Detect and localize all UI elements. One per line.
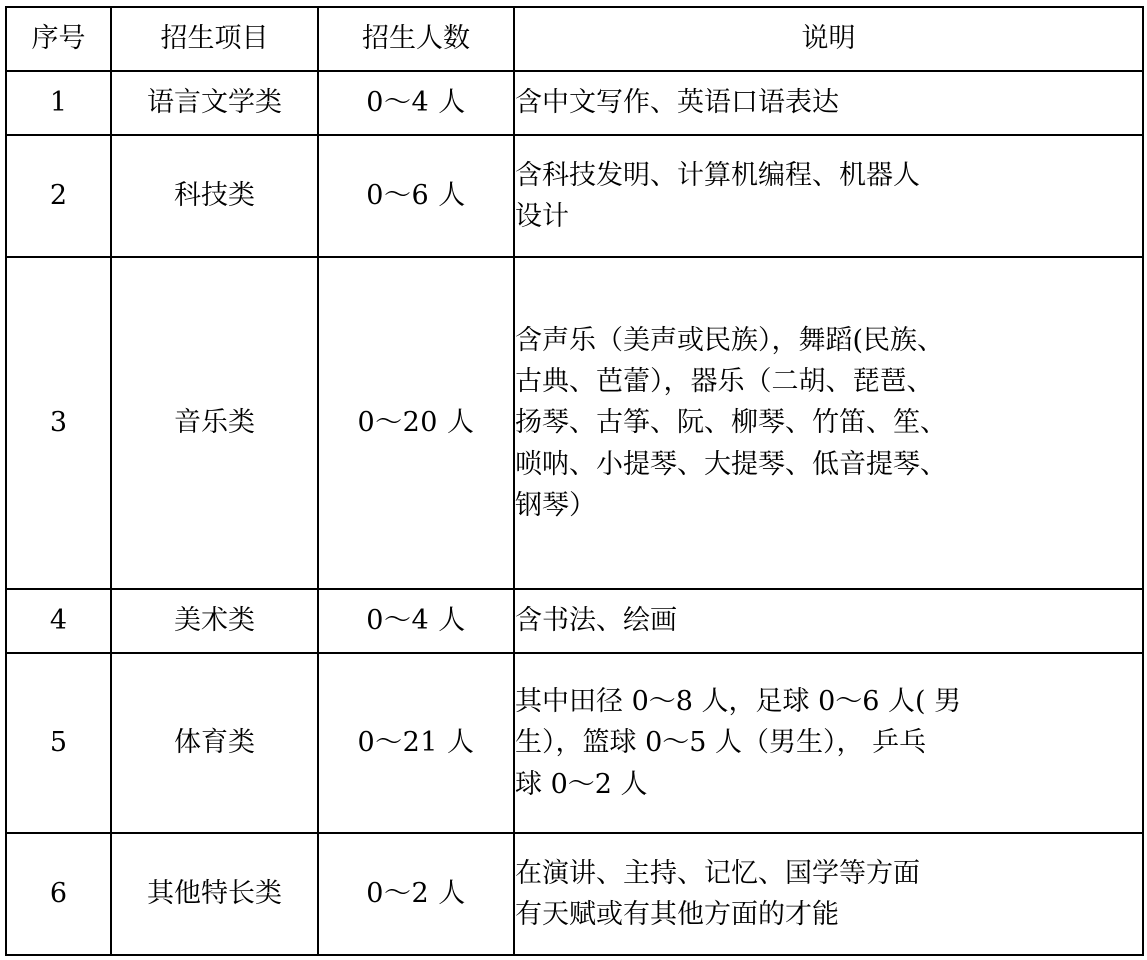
row-count: 0～4 人 (318, 71, 514, 135)
table-row (6, 833, 1143, 955)
desc-line: 设计 (515, 201, 569, 232)
row-description (514, 71, 1143, 135)
row-count: 0～20 人 (318, 257, 514, 589)
row-project: 其他特长类 (111, 833, 318, 955)
row-description (514, 135, 1143, 257)
column-header-count: 招生人数 (318, 7, 514, 71)
column-header-project: 招生项目 (111, 7, 318, 71)
row-project: 体育类 (111, 653, 318, 833)
row-project: 音乐类 (111, 257, 318, 589)
row-description (514, 257, 1143, 589)
row-no: 4 (6, 589, 111, 653)
row-count: 0～4 人 (318, 589, 514, 653)
table-row (6, 257, 1143, 589)
row-count: 0～21 人 (318, 653, 514, 833)
column-header-no: 序号 (6, 7, 111, 71)
desc-line: 钢琴） (515, 489, 596, 521)
desc-line: 有天赋或有其他方面的才能 (515, 899, 839, 930)
row-description (514, 589, 1143, 653)
row-project: 科技类 (111, 135, 318, 257)
row-no: 3 (6, 257, 111, 589)
row-project: 语言文学类 (111, 71, 318, 135)
row-no: 6 (6, 833, 111, 955)
desc-line: 生），篮球 0～5 人（男生）， 乒乓 (515, 727, 927, 759)
row-no: 2 (6, 135, 111, 257)
row-description (514, 653, 1143, 833)
table-row (6, 135, 1143, 257)
desc-line: 含科技发明、计算机编程、机器人 (515, 159, 920, 191)
row-count: 0～2 人 (318, 833, 514, 955)
row-description (514, 833, 1143, 955)
desc-line: 古典、芭蕾），器乐（二胡、琵琶、 (515, 366, 934, 398)
desc-line: 唢呐、小提琴、大提琴、低音提琴、 (515, 448, 947, 480)
row-no: 5 (6, 653, 111, 833)
table-header-row (6, 7, 1143, 71)
desc-line: 在演讲、主持、记忆、国学等方面 (515, 857, 920, 889)
admissions-table (5, 6, 1144, 956)
desc-line: 其中田径 0～8 人，足球 0～6 人( 男 (515, 686, 962, 718)
row-count: 0～6 人 (318, 135, 514, 257)
table-row (6, 71, 1143, 135)
row-project: 美术类 (111, 589, 318, 653)
table-row (6, 589, 1143, 653)
table-row (6, 653, 1143, 833)
row-no: 1 (6, 71, 111, 135)
desc-line: 含书法、绘画 (515, 605, 677, 637)
desc-line: 含声乐（美声或民族），舞蹈(民族、 (515, 325, 945, 357)
desc-line: 扬琴、古筝、阮、柳琴、竹笛、笙、 (515, 407, 947, 439)
desc-line: 含中文写作、英语口语表达 (515, 87, 839, 119)
desc-line: 球 0～2 人 (515, 768, 648, 800)
column-header-desc: 说明 (514, 7, 1143, 71)
